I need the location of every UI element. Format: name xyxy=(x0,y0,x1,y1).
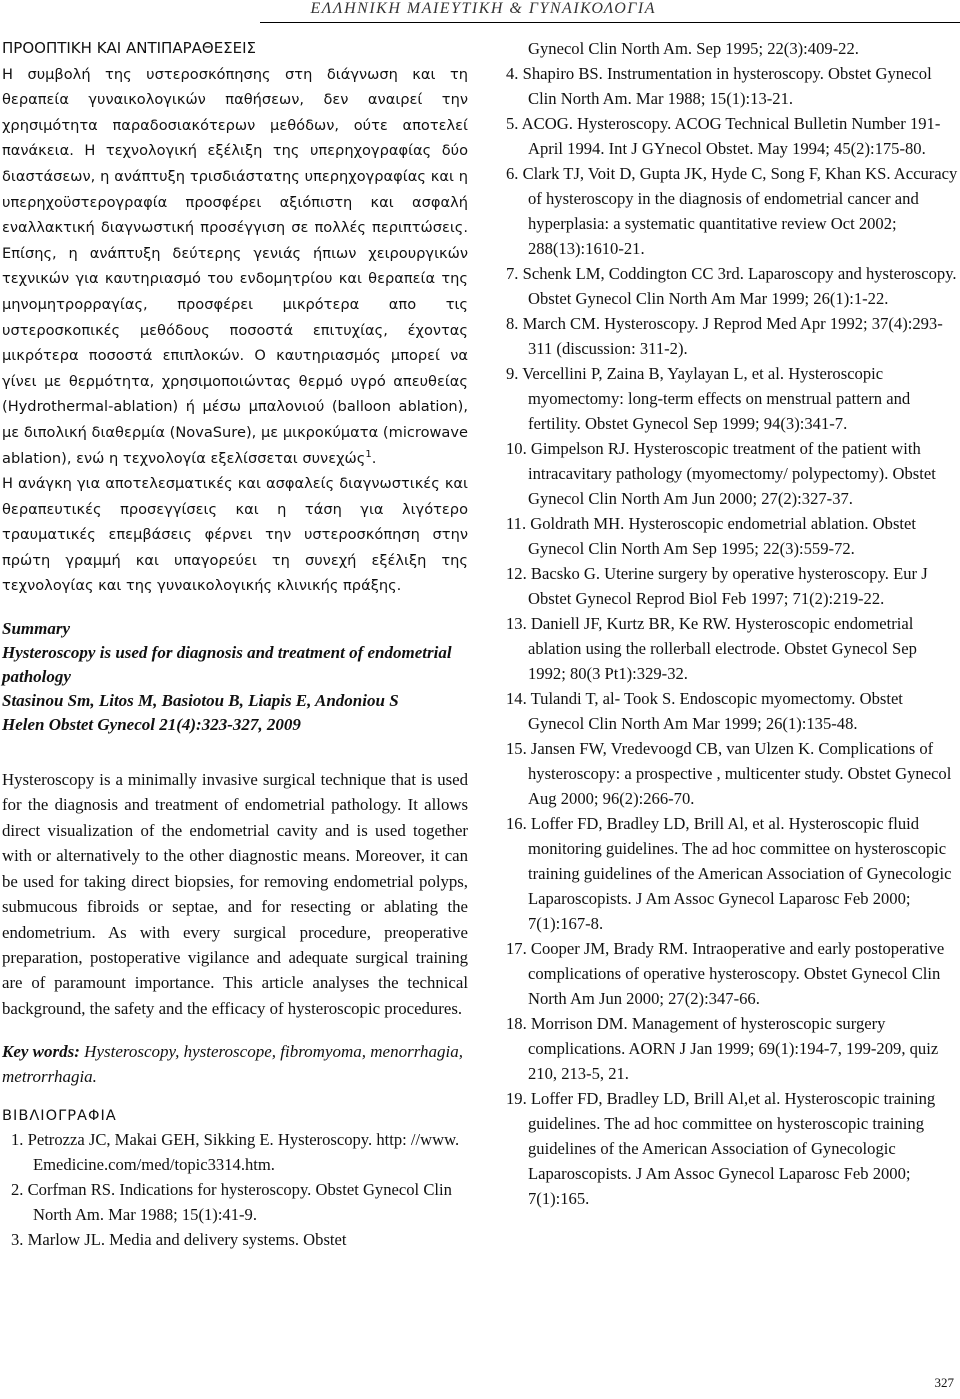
running-header xyxy=(260,0,960,23)
reference-item: 17. Cooper JM, Brady RM. Intraoperative and early postoperative complications of operative hysteroscopy. Obstet Gynecol Clin North Am Jun 2000; 27(2):347-66. xyxy=(506,939,945,1008)
reference-item: 11. Goldrath MH. Hysteroscopic endometrial ablation. Obstet Gynecol Clin North Am Sep 1995; 22(3):559-72. xyxy=(506,514,916,558)
reference-item: 5. ACOG. Hysteroscopy. ACOG Technical Bulletin Number 191-April 1994. Int J GYnecol Obstet. May 1994; 45(2):175-80. xyxy=(506,114,941,158)
reference-item: 2. Corfman RS. Indications for hysteroscopy. Obstet Gynecol Clin North Am. Mar 1988; 15(1):41-9. xyxy=(11,1180,452,1225)
perspectives-paragraph-1-text: Η συμβολή της υστεροσκόπησης στη διάγνωση και τη θεραπεία γυναικολογικών παθήσεων, δεν αναιρεί την χρησιμότητα παραδοσιακότερων μεθόδων, ούτε αποτελεί πανάκεια. Η τεχνολογική εξέλιξη της υπερηχογραφίας δύο διαστάσεων, η ανάπτυξη τρισδιάστατης υπερηχογραφίας και η υπερηχοϋστερογραφία προσφέρει αξιόπιστη και ασφαλή εναλλακτική διαγνωστική προσέγγιση σε πολλές περιπτώσεις. Επίσης, η ανάπτυξη δεύτερης γενιάς ήπιων χειρουργικών τεχνικών για καυτηριασμό του ενδομητρίου και θεραπεία της μηνομητρορραγίας, προσφέρει μικρότερα απο τις υστεροσκοπικές μεθόδους ποσοστά επιτυχίας, έχοντας μικρότερα ποσοστά επιπλοκών. Ο καυτηριασμός μπορεί να γίνει με θερμότητα, χρησιμοποιώντας θερμό υγρό απευθείας (Hydrothermal-ablation) ή μέσω μπαλονιού (balloon ablation), με διπολική διαθερμία (NovaSure), με μικροκύματα (microwave ablation), ενώ η τεχνολογία εξελίσσεται συνεχώς xyxy=(2,65,468,467)
citation-superscript: 1 xyxy=(365,448,372,460)
reference-item: 19. Loffer FD, Bradley LD, Brill Al,et al. Hysteroscopic training guidelines. The ad hoc committee on hysteroscopic training guidelines of the American Association of Gynecologic Laparoscopists. J Am Assoc Gynecol Laparosc Feb 2000; 7(1):165. xyxy=(506,1089,936,1208)
reference-list-right xyxy=(506,36,958,1211)
right-column xyxy=(506,36,958,1211)
perspectives-paragraph-1 xyxy=(2,62,468,472)
reference-item: 18. Morrison DM. Management of hysteroscopic surgery complications. AORN J Jan 1999; 69(1):194-7, 199-209, quiz 210, 213-5, 21. xyxy=(506,1014,939,1083)
reference-continuation: Gynecol Clin North Am. Sep 1995; 22(3):409-22. xyxy=(528,39,859,58)
reference-item: 16. Loffer FD, Bradley LD, Brill Al, et al. Hysteroscopic fluid monitoring guidelines. The ad hoc committee on hysteroscopic training guidelines of the American Association of Gynecologic Laparoscopists. J Am Assoc Gynecol Laparosc Feb 2000; 7(1):167-8. xyxy=(506,814,952,933)
section-heading-perspectives: ΠΡΟΟΠΤΙΚΗ ΚΑΙ ΑΝΤΙΠΑΡΑΘΕΣΕΙΣ xyxy=(2,39,257,57)
page-number: 327 xyxy=(934,1375,954,1390)
perspectives-paragraph-2: Η ανάγκη για αποτελεσματικές και ασφαλείς διαγνωστικές και θεραπευτικές προσεγγίσεις και η τάση για λιγότερο τραυματικές επεμβάσεις φέρνει την υστεροσκόπηση στην πρώτη γραμμή και υπαγορεύει τη συνεχή εξέλιξη της τεχνολογίας και της γυναικολογικής κλινικής πράξης. xyxy=(2,475,468,595)
reference-item: 15. Jansen FW, Vredevoogd CB, van Ulzen K. Complications of hysteroscopy: a prospective , multicenter study. Obstet Gynecol Aug 2000; 96(2):266-70. xyxy=(506,739,952,808)
reference-item: 1. Petrozza JC, Makai GEH, Sikking E. Hysteroscopy. http: //www. Emedicine.com/med/topic3314.htm. xyxy=(11,1130,460,1175)
keywords-text: Hysteroscopy, hysteroscope, fibromyoma, menorrhagia, metrorrhagia. xyxy=(2,1042,464,1087)
summary-body: Hysteroscopy is a minimally invasive surgical technique that is used for the diagnosis and treatment of endometrial pathology. It allows direct visualization of the endometrial cavity and is used together with or alternatively to the other diagnostic means. Moreover, it can be used for taking direct biopsies, for removing endometrial polyps, submucous fibroids or septae, and for resecting or ablating the endometrium. As with every surgical procedure, preoperative preparation, postoperative vigilance and adequate surgical training are of paramount importance. This article analyses the technical background, the safety and the efficacy of hysteroscopic procedures. xyxy=(2,770,468,1018)
summary-label: Summary xyxy=(2,619,71,639)
reference-item: 7. Schenk LM, Coddington CC 3rd. Laparoscopy and hysteroscopy. Obstet Gynecol Clin North Am Mar 1999; 26(1):1-22. xyxy=(506,264,957,308)
keywords-label: Key words: xyxy=(2,1042,80,1062)
reference-item: 9. Vercellini P, Zaina B, Yaylayan L, et al. Hysteroscopic myomectomy: long-term effects on menstrual pattern and fertility. Obstet Gynecol Sep 1999; 94(3):341-7. xyxy=(506,364,911,433)
reference-list-left xyxy=(2,1127,468,1252)
summary-journal: Helen Obstet Gynecol 21(4):323-327, 2009 xyxy=(2,715,301,735)
journal-title: ΕΛΛΗΝΙΚΗ ΜΑΙΕΥΤΙΚΗ & ΓΥΝΑΙΚΟΛΟΓΙΑ xyxy=(310,0,656,17)
reference-item: 4. Shapiro BS. Instrumentation in hysteroscopy. Obstet Gynecol Clin North Am. Mar 1988; 15(1):13-21. xyxy=(506,64,932,108)
reference-item: 10. Gimpelson RJ. Hysteroscopic treatment of the patient with intracavitary pathology (myomectomy/ polypectomy). Obstet Gynecol Clin North Am Jun 2000; 27(2):327-37. xyxy=(506,439,936,508)
summary-title: Hysteroscopy is used for diagnosis and treatment of endometrial pathology xyxy=(2,643,452,687)
keywords xyxy=(2,1039,468,1089)
perspectives-paragraph-1-end: . xyxy=(371,449,377,467)
summary-authors: Stasinou Sm, Litos M, Basiotou B, Liapis E, Andoniou S xyxy=(2,691,399,711)
reference-item: 14. Tulandi T, al- Took S. Endoscopic myomectomy. Obstet Gynecol Clin North Am Mar 1999; 26(1):135-48. xyxy=(506,689,903,733)
reference-item: 3. Marlow JL. Media and delivery systems. Obstet xyxy=(11,1230,347,1250)
reference-item: 8. March CM. Hysteroscopy. J Reprod Med Apr 1992; 37(4):293-311 (discussion: 311-2). xyxy=(506,314,943,358)
reference-item: 6. Clark TJ, Voit D, Gupta JK, Hyde C, Song F, Khan KS. Accuracy of hysteroscopy in the diagnosis of endometrial cancer and hyperplasia: a systematic quantitative review Oct 2002; 288(13):1610-21. xyxy=(506,164,958,258)
left-column xyxy=(2,36,468,1252)
reference-item: 13. Daniell JF, Kurtz BR, Ke RW. Hysteroscopic endometrial ablation using the rollerball electrode. Obstet Gynecol Sep 1992; 80(3 Pt1):329-32. xyxy=(506,614,917,683)
reference-item: 12. Bacsko G. Uterine surgery by operative hysteroscopy. Eur J Obstet Gynecol Reprod Biol Feb 1997; 71(2):219-22. xyxy=(506,564,928,608)
bibliography-heading: ΒΙΒΛΙΟΓΡΑΦΙΑ xyxy=(2,1107,117,1125)
